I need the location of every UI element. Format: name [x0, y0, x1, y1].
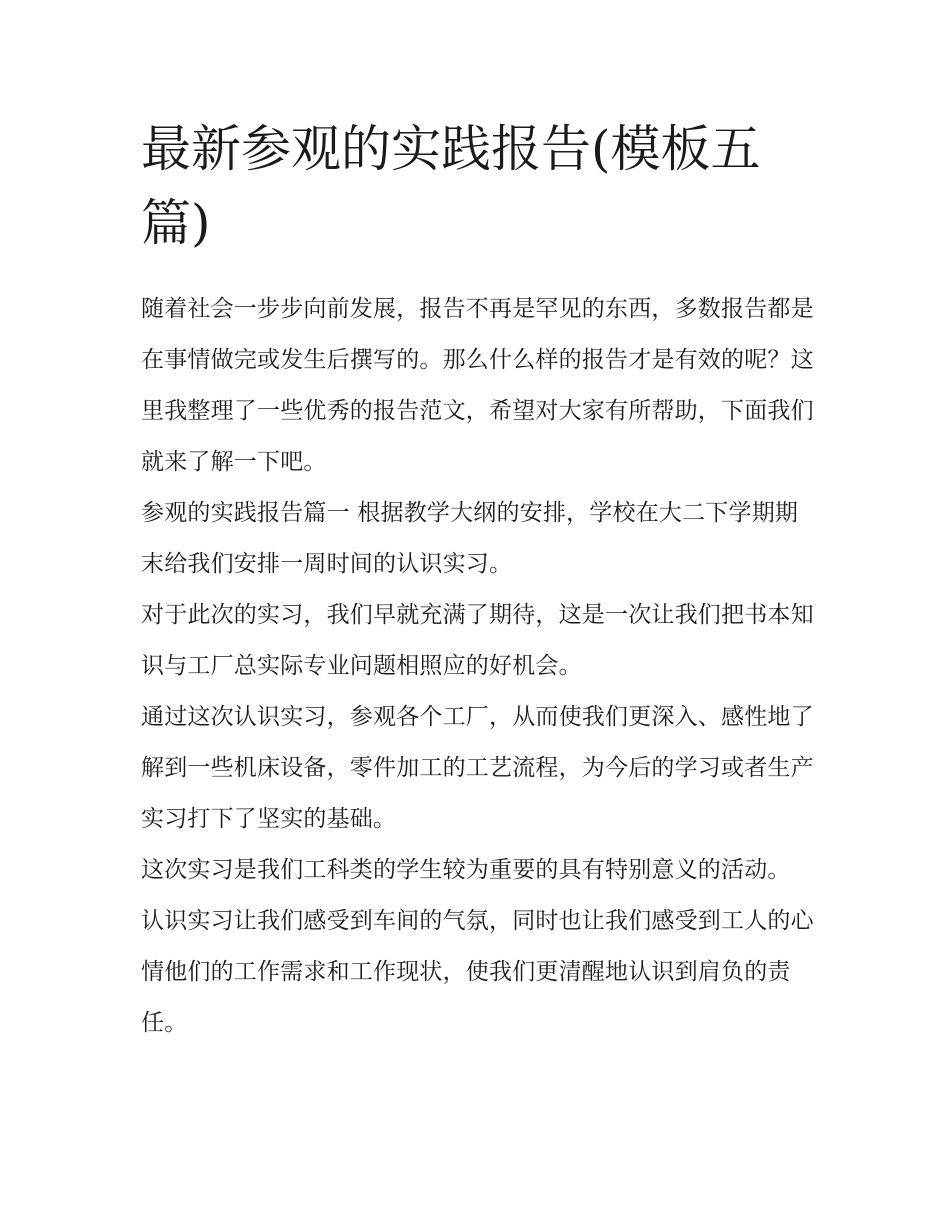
paragraph-5: 认识实习让我们感受到车间的气氛，同时也让我们感受到工人的心情他们的工作需求和工作现状，使我们更清醒地认识到肩负的责任。	[141, 908, 814, 1036]
paragraph-4: 这次实习是我们工科类的学生较为重要的具有特别意义的活动。	[141, 857, 791, 883]
paragraph-1: 参观的实践报告篇一 根据教学大纲的安排，学校在大二下学期期末给我们安排一周时间的认识实习。	[141, 500, 799, 577]
paragraph-2: 对于此次的实习，我们早就充满了期待，这是一次让我们把书本知识与工厂总实际专业问题相照应的好机会。	[141, 602, 814, 679]
document-body	[141, 112, 816, 1049]
paragraph-3: 通过这次认识实习，参观各个工厂，从而使我们更深入、感性地了解到一些机床设备，零件加工的工艺流程，为今后的学习或者生产实习打下了坚实的基础。	[141, 704, 814, 832]
paragraph-intro: 随着社会一步步向前发展，报告不再是罕见的东西，多数报告都是在事情做完或发生后撰写的。那么什么样的报告才是有效的呢？这里我整理了一些优秀的报告范文，希望对大家有所帮助，下面我们就来了解一下吧。	[141, 296, 814, 475]
document-title: 最新参观的实践报告(模板五篇)	[141, 120, 761, 252]
